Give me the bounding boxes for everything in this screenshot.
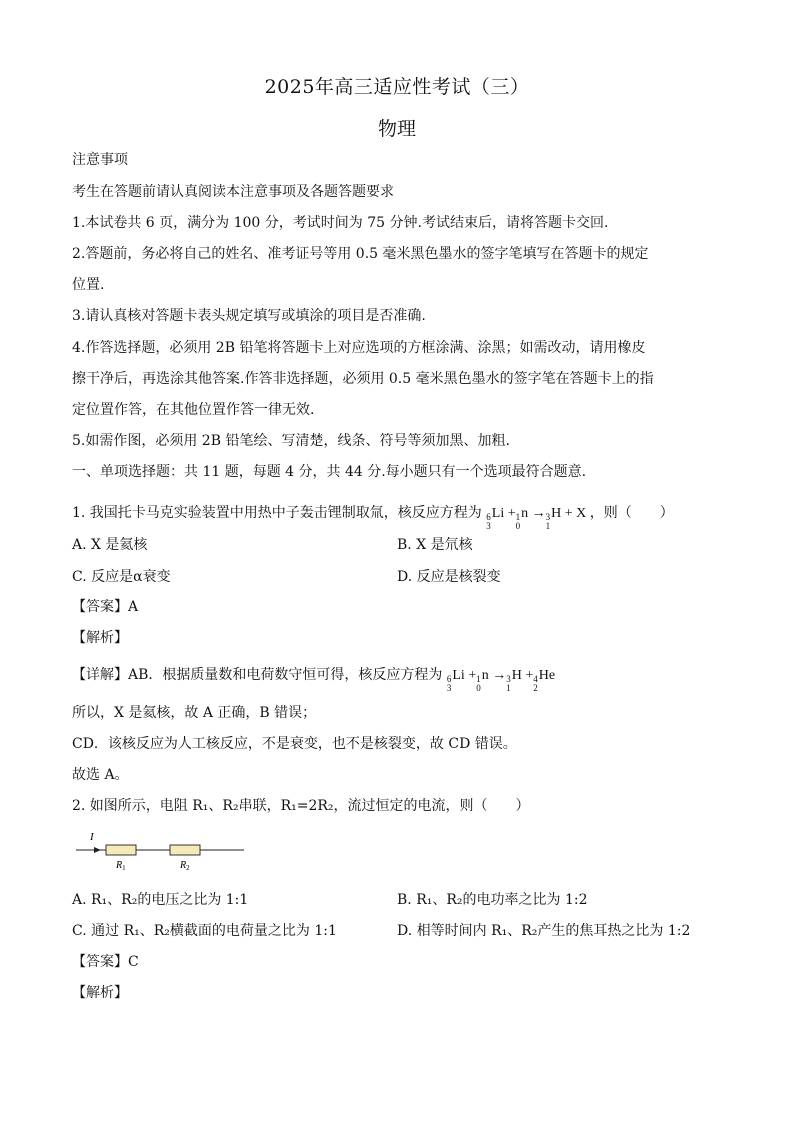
resistor-r1: [106, 845, 136, 855]
eq-h-mass: 3: [545, 512, 551, 522]
svg-text:R1: [115, 860, 126, 872]
section1-heading: 一、单项选择题：共 11 题，每题 4 分，共 44 分.每小题只有一个选项最符合题意.: [72, 464, 587, 480]
notice-item-4-cont2: 定位置作答，在其他位置作答一律无效.: [72, 402, 315, 418]
r2-subscript: 2: [186, 864, 190, 872]
deq-li-charge: 3: [446, 683, 452, 693]
notice-item-5: 5.如需作图，必须用 2B 铅笔绘、写清楚，线条、符号等须加黑、加粗.: [72, 433, 510, 449]
eq-h: H: [551, 506, 562, 521]
notice-item-1: 1.本试卷共 6 页，满分为 100 分，考试时间为 75 分钟.考试结束后，请将答题卡交回.: [72, 215, 609, 231]
notice-item-4-cont1: 擦干净后，再选涂其他答案.作答非选择题，必须用 0.5 毫米黑色墨水的签字笔在答题卡上的指: [72, 371, 654, 387]
deq-he-charge: 2: [533, 683, 538, 693]
eq-n-charge: 0: [515, 521, 521, 531]
r1-subscript: 1: [122, 864, 126, 872]
q1-equation: [486, 506, 590, 531]
eq-h-charge: 1: [545, 521, 551, 531]
q2-analysis: 【解析】: [72, 985, 128, 1001]
q1-stem-before: 1. 我国托卡马克实验装置中用热中子轰击锂制取氚，核反应方程为: [72, 505, 482, 521]
current-arrow-icon: [94, 847, 101, 853]
eq-li-mass: 6: [486, 512, 491, 522]
q2-option-d: D. 相等时间内 R₁、R₂产生的焦耳热之比为 1:2: [397, 923, 691, 939]
eq-li: Li: [491, 506, 505, 521]
notice-intro: 考生在答题前请认真阅读本注意事项及各题答题要求: [72, 184, 394, 200]
q1-option-d: D. 反应是核裂变: [397, 569, 501, 585]
deq-h: H: [511, 668, 522, 683]
q1-detail-line2: 所以，X 是氦核，故 A 正确，B 错误；: [72, 705, 317, 721]
deq-h-charge: 1: [506, 683, 511, 693]
deq-plus: +: [468, 668, 477, 683]
exam-title: 2025年高三适应性考试（三）: [264, 76, 530, 98]
q2-option-c: C. 通过 R₁、R₂横截面的电荷量之比为 1:1: [72, 923, 337, 939]
eq-n-mass: 1: [515, 512, 521, 522]
q1-option-a: A. X 是氦核: [72, 537, 148, 553]
deq-n: n: [481, 668, 489, 683]
deq-n-charge: 0: [476, 683, 481, 693]
q1-detail-equation: [446, 668, 556, 693]
q2-option-b: B. R₁、R₂的电功率之比为 1:2: [397, 892, 588, 908]
eq-li-charge: 3: [486, 521, 491, 531]
q2-circuit-figure: [72, 826, 252, 872]
current-label: I: [90, 831, 94, 843]
deq-he-mass: 4: [533, 674, 538, 684]
eq-arrow: →: [531, 506, 546, 521]
deq-plus2: +: [525, 668, 534, 683]
eq-plus: +: [507, 506, 516, 521]
eq-n: n: [521, 506, 529, 521]
notice-heading: 注意事项: [72, 152, 128, 168]
deq-li-mass: 6: [446, 674, 452, 684]
r1-label: R: [116, 860, 123, 871]
q1-detail-line3: CD．该核反应为人工核反应，不是衰变，也不是核裂变，故 CD 错误。: [72, 736, 517, 752]
deq-li: Li: [452, 668, 465, 683]
q1-detail-before: 【详解】AB．根据质量数和电荷数守恒可得，核反应方程为: [72, 667, 443, 683]
q1-option-c: C. 反应是α衰变: [72, 569, 171, 585]
exam-subject: 物理: [377, 118, 416, 140]
q1-analysis: 【解析】: [72, 630, 128, 646]
resistor-r2: [170, 845, 200, 855]
notice-item-2-cont: 位置.: [72, 277, 105, 293]
q2-option-a: A. R₁、R₂的电压之比为 1:1: [72, 892, 249, 908]
deq-h-mass: 3: [506, 674, 511, 684]
q2-answer: 【答案】C: [72, 954, 139, 970]
q1-answer: 【答案】A: [72, 599, 139, 615]
q1-stem: [72, 503, 722, 531]
deq-he: He: [538, 668, 556, 683]
q1-option-b: B. X 是氘核: [397, 537, 473, 553]
notice-item-3: 3.请认真核对答题卡表头规定填写或填涂的项目是否准确.: [72, 308, 426, 324]
q2-stem: 2. 如图所示，电阻 R₁、R₂串联，R₁=2R₂，流过恒定的电流，则（ ）: [72, 798, 530, 814]
r2-label: R: [180, 860, 187, 871]
eq-plus-x: + X: [564, 506, 587, 521]
svg-text:R2: [179, 860, 190, 872]
q1-detail: [72, 665, 722, 693]
notice-item-2: 2.答题前，务必将自己的姓名、准考证号等用 0.5 毫米黑色墨水的签字笔填写在答题卡的规定: [72, 246, 649, 262]
q1-stem-after: ，则（ ）: [589, 505, 674, 521]
notice-item-4: 4.作答选择题，必须用 2B 铅笔将答题卡上对应选项的方框涂满、涂黑；如需改动，请用橡皮: [72, 340, 646, 356]
deq-n-mass: 1: [476, 674, 481, 684]
q1-conclusion: 故选 A。: [72, 767, 129, 783]
deq-arrow: →: [492, 668, 507, 683]
